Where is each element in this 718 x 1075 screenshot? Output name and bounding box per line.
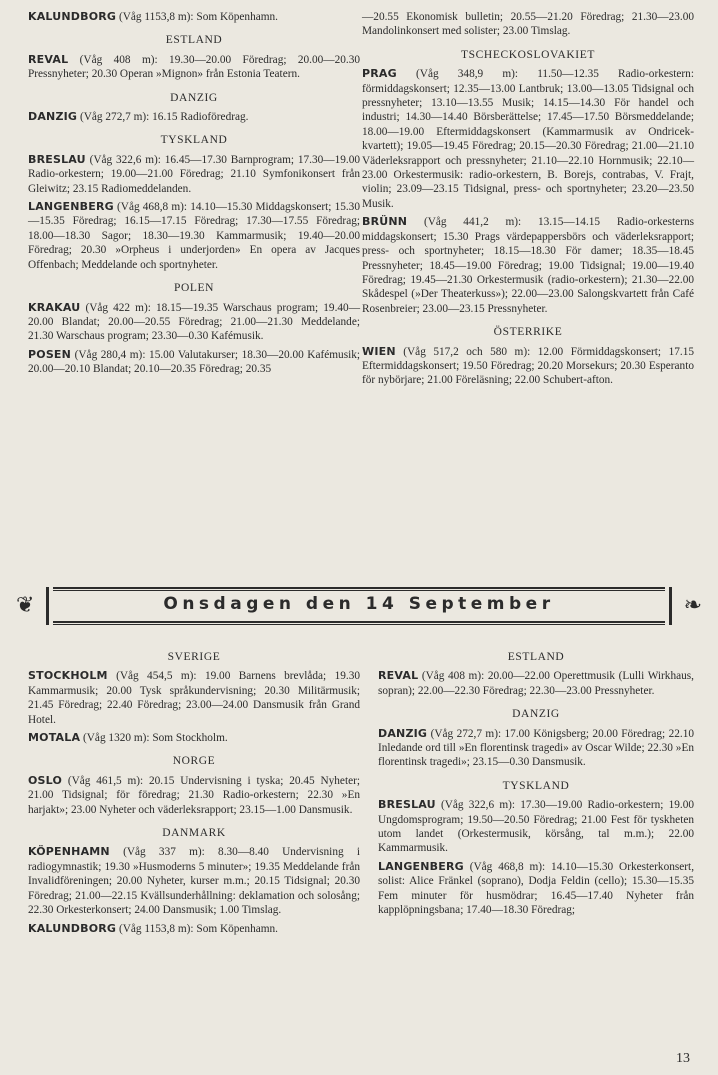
country-heading: ESTLAND [507,651,565,663]
station-entry [362,67,694,211]
station-entry [378,669,694,698]
station-name: STOCKHOLM [28,669,108,683]
country-heading: DANZIG [170,91,218,104]
station-name: BRESLAU [28,152,86,166]
station-entry [378,727,694,770]
station-entry [28,110,360,124]
station-entry [378,860,694,918]
station-entry [28,301,360,344]
station-name: WIEN [362,344,396,358]
ornament-right-icon: ❧ [683,592,702,617]
program-text: 13.15—14.15 Radio-orkesterns middagskonsert; 15.30 Prags värdepappersbörs och väderleksrapport; press- och sportnyheter; 18.15—18.30 För damer; 18.35—18.45 Pressnyheter; 18.45—19.00 Föredrag; 19.00 Tidsignal; 19.00—19.40 Föredrag; 19.45—21.30 Orkestermusik (radio-orkestern); 21.30—22.00 Skådespel (»Der Theaterkuss»); 22.00—23.00 Salongskvartett från Café Rosenbreier; 23.00—23.15 Pressnyheter. [362,216,695,315]
country-heading: TYSKLAND [160,134,228,147]
station-name: MOTALA [28,731,81,745]
banner-title: Onsdagen den 14 September [163,594,555,614]
station-name: LANGENBERG [28,200,114,214]
station-name: OSLO [28,773,63,787]
program-text: 17.30—19.00 Radio-orkestern; 19.00 Ungdomsprogram; 19.50—20.50 Föredrag; 21.00 Fest för tyskheten utom landet (Orkestermusik, körsång, tal m.m.); 22.00 Kammarmusik. [378,799,694,855]
station-entry [28,669,360,727]
program-text: 19.00 Barnens brevlåda; 19.30 Kammarmusik; 20.00 Tysk språkundervisning; 20.30 Militärmusik; 21.45 Föredrag; 22.40 Föredrag; 23.00—24.00 Dansmusik från Grand Hotel. [28,670,360,726]
program-text: Som Stockholm. [152,732,228,745]
wavelength: (Våg 1153,8 m): [119,922,194,935]
program-text: 12.00 Förmiddagskonsert; 17.15 Eftermiddagskonsert; 19.50 Föredrag; 20.20 Morsekurs; 20.30 Esperanto för nybörjare; 21.00 Föreläsning; 22.00 Schubert-afton. [362,345,694,387]
program-text: 14.10—15.30 Orkesterkonsert, solist: Alice Fränkel (soprano), Dodja Feldin (cello); 15.30—15.35 Fem minuter för husmödrar; 16.45—17.40 Nyheter från kapplöpningsbana; 17.40—18.30 Föredrag; [378,860,695,917]
country-heading: ESTLAND [165,34,223,47]
wavelength: (Våg 468,8 m): [117,201,188,214]
station-entry [28,774,360,817]
country-heading: SVERIGE [167,651,221,663]
station-entry [28,922,360,936]
wavelength: (Våg 408 m): [79,53,158,66]
station-entry [28,348,360,377]
wavelength: (Våg 468,8 m): [469,860,546,873]
wavelength: (Våg 322,6 m): [440,799,516,812]
date-banner [14,585,704,627]
column-left-top [28,10,360,381]
wavelength: (Våg 1153,8 m): [119,11,194,23]
station-entry [28,731,360,745]
program-text: 19.30—20.00 Föredrag; 20.00—20.30 Pressnyheter; 20.30 Operan »Mignon» från Estonia Teatern. [28,53,360,81]
wavelength: (Våg 280,4 m): [74,348,146,361]
wavelength: (Våg 272,7 m): [79,111,150,124]
wavelength: (Våg 348,9 m): [416,68,519,81]
wavelength: (Våg 322,6 m): [89,153,161,166]
station-entry [28,845,360,917]
station-name: BRESLAU [378,798,436,812]
station-entry [28,10,360,24]
program-text: 18.15—19.35 Warschaus program; 19.40—20.00 Blandat; 20.00—20.55 Föredrag; 21.00—21.30 Meddelande; 21.30 Warschaus program; 23.30—0.30 Kafémusik. [28,301,360,343]
program-text: 20.15 Undervisning i tyska; 20.45 Nyheter; 21.00 Tidsignal; för föredrag; 21.30 Radio-orkestern; 22.30 »En harjakt»; 23.00 Nyheter och väderleksrapport; 23.15—1.00 Dansmusik. [28,774,360,816]
page-number: 13 [676,1051,690,1066]
wavelength: (Våg 1320 m): [83,732,150,745]
station-name: DANZIG [378,726,428,740]
wavelength: (Våg 337 m): [123,846,205,859]
wavelength: (Våg 441,2 m): [423,216,522,229]
country-heading: TSCHECKOSLOVAKIET [461,48,595,61]
column-right-top [362,10,694,392]
country-heading: DANZIG [512,708,560,721]
country-heading: POLEN [173,282,215,295]
country-heading: ÖSTERRIKE [493,326,563,339]
program-text: 16.15 Radioföredrag. [152,111,249,124]
station-name: REVAL [28,52,69,66]
ornament-left-icon: ❦ [16,592,35,617]
station-entry [28,200,360,272]
station-name: KÖPENHAMN [28,845,110,859]
wavelength: (Våg 517,2 och 580 m): [403,345,531,358]
program-text: Som Köpenhamn. [196,922,278,935]
column-left-bottom [28,641,360,940]
station-entry [28,53,360,82]
country-heading: NORGE [172,755,216,768]
station-entry [362,215,694,316]
station-entry [362,345,694,388]
station-name: PRAG [362,67,397,81]
wavelength: (Våg 461,5 m): [67,774,144,787]
column-right-bottom [378,641,694,922]
country-heading: DANMARK [162,827,226,840]
country-heading: TYSKLAND [502,779,570,792]
program-text: 17.00 Königsberg; 20.00 Föredrag; 22.10 Inledande ord till »En florentinsk tragedi» av Oscar Wilde; 22.30 »En florentinsk tragedi»; 23.15—0.30 Dansmusik. [378,727,695,769]
program-text: 11.50—12.35 Radio-orkestern: förmiddagskonsert; 12.35—13.00 Lantbruk; 13.00—13.05 Tidsignal och pressnyheter; 13.10—13.55 Musik; 14.15—14.30 För handel och industri; 14.30—14.40 Börsberättelse; 17.45—17.50 Börsmeddelande; 18.00—19.00 Eftermiddagskonsert (Kammarmusik av Ondricek-kvartett); 19.05—19.45 Föredrag; 20.15—20.30 Föredrag; 21.00—21.10 Väderleksrapport och pressnyheter; 21.10—22.10 Hornmusik; 22.10—23.00 Orkestermusik: radio-orkestern, B. Borejs, contrabas, V. Frajt, violin; 23.09—23.15 Tidsignal, press- och sportnyheter; 23.20—23.50 Musik. [362,68,694,210]
station-name: DANZIG [28,110,78,124]
program-text: 20.00—22.00 Operettmusik (Lulli Wirkhaus, sopran); 22.00—22.30 Föredrag; 22.30—23.00 Pressnyheter. [378,670,694,697]
program-text: 15.00 Valutakurser; 18.30—20.00 Kafémusik; 20.00—20.10 Blandat; 20.10—20.35 Föredrag; 20.35 [28,348,361,376]
station-name: LANGENBERG [378,859,464,873]
station-entry [28,153,360,196]
station-name: POSEN [28,347,72,361]
program-text: 14.10—15.30 Middagskonsert; 15.30—15.35 Föredrag; 16.15—17.15 Föredrag; 17.30—17.55 Föredrag; 18.00—18.30 Sagor; 18.30—19.30 Kammarmusik; 19.40—20.00 Föredrag; 20.30 »Orpheus i underjorden» En opera av Jacques Offenbach; Meddelande och sportnyheter. [28,201,360,271]
station-name: BRÜNN [362,215,408,229]
station-name: KALUNDBORG [28,921,117,935]
station-name: KRAKAU [28,300,81,314]
station-name: KALUNDBORG [28,10,117,23]
wavelength: (Våg 422 m): [85,301,151,314]
program-text: 16.45—17.30 Barnprogram; 17.30—19.00 Radio-orkestern; 19.00—21.00 Föredrag; 21.10 Symfonikonsert från Gleiwitz; 23.15 Radiomeddelanden. [28,153,360,195]
program-text: —20.55 Ekonomisk bulletin; 20.55—21.20 Föredrag; 21.30—23.00 Mandolinkonsert med solister; 23.00 Timslag. [362,11,694,38]
program-continuation [362,10,694,39]
wavelength: (Våg 272,7 m): [430,727,502,740]
wavelength: (Våg 454,5 m): [116,670,197,683]
station-entry [378,798,694,856]
program-text: Som Köpenhamn. [196,11,278,23]
program-text: 8.30—8.40 Undervisning i radiogymnastik; 19.30 »Husmoderns 5 minuter»; 19.35 Meddelande från Invalidföreningen; 20.00 Nyheter, kurser m.m.; 20.15 Tidsignal; 20.30 Föredrag; 21.00—22.15 Kvällsunderhållning: deklamation och solosång; 22.30 Orkesterkonsert; 24.00 Dansmusik; 1.00 Timslag. [28,846,361,917]
station-name: REVAL [378,669,419,683]
wavelength: (Våg 408 m): [421,670,485,683]
